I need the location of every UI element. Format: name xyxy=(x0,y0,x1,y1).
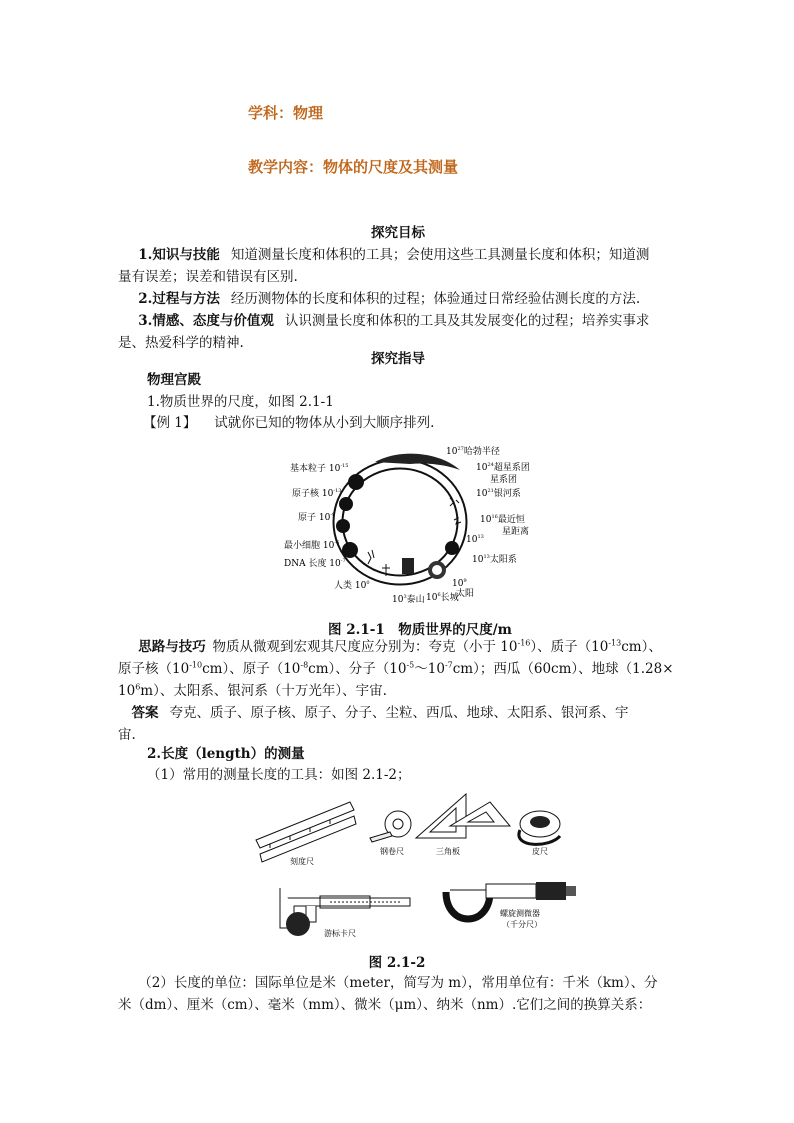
svg-text:太阳: 太阳 xyxy=(456,589,475,599)
dna-icon xyxy=(368,550,374,564)
figure-1-caption: 图 2.1-1 物质世界的尺度/m xyxy=(328,622,512,638)
leather-tape-label: 皮尺 xyxy=(532,847,548,856)
atom-dot xyxy=(336,519,350,533)
content-heading: 教学内容：物体的尺度及其测量 xyxy=(248,158,459,176)
svg-text:1027哈勃半径: $10^{27}$哈勃半径 xyxy=(446,446,500,457)
svg-text:1013: $10^{13}$ xyxy=(466,534,484,545)
analysis-paragraph: 思路与技巧 物质从微观到宏观其尺度应分别为：夸克（小于 $10^{-16}$）、质子$(10^{-13}cm)$、 原子核$(10^{-10}cm)$、原子$(10^{-8}cm)$、分子$(10^{-5}\sim 10^{-7}cm)$；西瓜（60cm）、地球（1.28× $10^6m$）、太阳系、银河系（十万光年）、宇宙. xyxy=(118,638,674,699)
answer-paragraph: 答案 夸克、质子、原子核、原子、分子、尘粒、西瓜、地球、太阳系、银河系、宇 宙. xyxy=(118,705,629,743)
goal-3-text: 认识测量长度和体积的工具及其发展变化的过程；培养实事求 xyxy=(284,313,650,329)
caliper-label: 游标卡尺 xyxy=(324,929,356,938)
goal-1-label: 1.知识与技能 xyxy=(138,247,220,263)
svg-text:1013太阳系: $10^{13}$太阳系 xyxy=(472,554,517,565)
svg-text:星距离: 星距离 xyxy=(502,527,530,537)
subject-heading: 学科：物理 xyxy=(248,104,324,122)
tape-label: 钢卷尺 xyxy=(380,847,404,856)
cell-dot xyxy=(342,542,358,558)
svg-text:103泰山: $10^3$泰山 xyxy=(392,594,425,605)
answer-label: 答案 xyxy=(131,705,159,721)
svg-text:109: $10^9$ xyxy=(452,578,467,589)
measuring-tape-icon xyxy=(519,811,560,844)
goal-2 xyxy=(118,288,678,310)
svg-text:星系团: 星系团 xyxy=(490,475,518,485)
length-title: 2.长度（length）的测量 xyxy=(147,746,305,762)
length-tools-line: （1）常用的测量长度的工具：如图 2.1-2； xyxy=(147,767,411,783)
svg-text:1021银河系: $10^{21}$银河系 xyxy=(476,488,521,499)
svg-text:人类 100: 人类 $10^0$ xyxy=(334,580,370,591)
micrometer-label: 螺旋测微器 xyxy=(500,909,540,918)
svg-text:基本粒子 10-15: 基本粒子 $10^{-15}$ xyxy=(290,463,349,474)
goal-1-text: 知道测量长度和体积的工具；会使用这些工具测量长度和体积；知道测 xyxy=(230,247,650,263)
svg-text:最小细胞 10-6: 最小细胞 $10^{-6}$ xyxy=(284,540,340,551)
svg-text:原子核 10-13: 原子核 $10^{-13}$ xyxy=(292,488,342,499)
ruler-label: 刻度尺 xyxy=(290,857,314,866)
nucleus-dot xyxy=(339,497,353,511)
measuring-tools-figure xyxy=(250,788,590,948)
goal-2-label: 2.过程与方法 xyxy=(138,291,220,307)
triangle-ruler-icon xyxy=(416,794,510,838)
tape-measure-icon xyxy=(370,811,411,842)
goal-1 xyxy=(118,244,678,288)
goal-3-text-cont: 是、热爱科学的精神. xyxy=(118,335,244,351)
example-1 xyxy=(143,412,703,434)
micrometer-sub-label: （千分尺） xyxy=(502,920,542,929)
analysis-label: 思路与技巧 xyxy=(138,639,206,655)
palace-heading: 物理宫殿 xyxy=(147,372,201,388)
guide-title: 探究指导 xyxy=(371,351,425,367)
example-text: 试就你已知的物体从小到大顺序排列. xyxy=(214,415,435,431)
ruler-icon xyxy=(256,802,356,862)
svg-text:106长城: $10^6$长城 xyxy=(426,592,459,603)
particle-dot xyxy=(348,474,364,490)
goals-title: 探究目标 xyxy=(371,225,425,241)
goal-3-label: 3.情感、态度与价值观 xyxy=(138,313,274,329)
units-paragraph: （2）长度的单位：国际单位是米（meter，简写为 m），常用单位有：千米（km）、分 米（dm）、厘米（cm）、毫米（mm）、微米（μm）、纳米（nm）.它们之间的换算关系： xyxy=(118,975,658,1013)
scale-of-world-figure xyxy=(280,440,580,610)
svg-text:DNA 长度 10-7: DNA 长度 $10^{-7}$ xyxy=(284,558,346,569)
svg-text:1024超星系团: $10^{24}$超星系团 xyxy=(476,462,530,473)
svg-text:1016最近恒: $10^{16}$最近恒 xyxy=(480,514,525,525)
triangle-label: 三角板 xyxy=(436,847,460,856)
item-1: 1.物质世界的尺度，如图 2.1-1 xyxy=(147,394,334,410)
solar-system-dot xyxy=(445,541,459,555)
goal-1-text-cont: 量有误差；误差和错误有区别. xyxy=(118,269,298,285)
example-label: 【例 1】 xyxy=(143,415,197,431)
mountain-icon xyxy=(402,558,414,574)
figure-2-caption: 图 2.1-2 xyxy=(368,955,426,971)
svg-text:原子 10-9: 原子 $10^{-9}$ xyxy=(298,512,336,523)
goal-2-text: 经历测物体的长度和体积的过程；体验通过日常经验估测长度的方法. xyxy=(230,291,641,307)
